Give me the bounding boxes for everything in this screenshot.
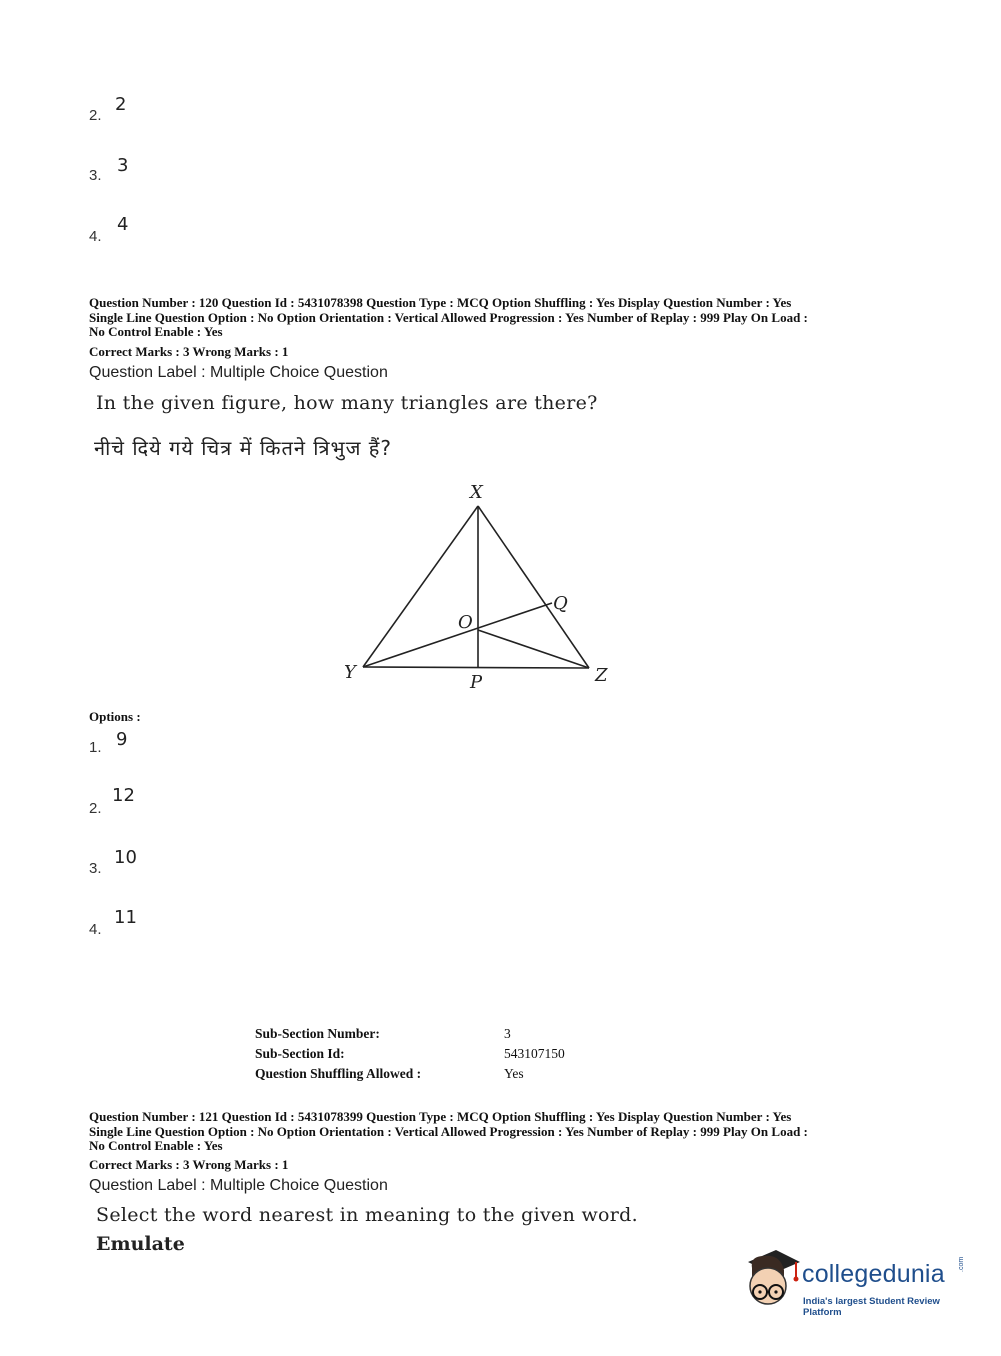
question-shuffling-label: Question Shuffling Allowed : (255, 1066, 422, 1081)
subsection-id-value: 543107150 (504, 1046, 565, 1061)
option-number: 4. (89, 921, 102, 938)
segment-oz (478, 630, 589, 668)
option-value: 3 (117, 155, 129, 176)
q120-marks: Correct Marks : 3 Wrong Marks : 1 (89, 344, 289, 359)
point-label-p: P (470, 672, 483, 693)
q121-marks: Correct Marks : 3 Wrong Marks : 1 (89, 1157, 289, 1172)
subsection-number-label: Sub-Section Number: (255, 1026, 380, 1041)
subsection-number-value: 3 (504, 1026, 511, 1041)
meta-line: Single Line Question Option : No Option Orientation : Vertical Allowed Progression : Yes Number of Replay : 999 Play On Load : (89, 309, 808, 325)
q121-question-label: Question Label : Multiple Choice Question (89, 1177, 388, 1194)
brand-name: collegedunia (802, 1260, 945, 1288)
side-xz (478, 506, 589, 668)
option-number: 4. (89, 228, 102, 245)
meta-line: No Control Enable : Yes (89, 1138, 223, 1153)
question-shuffling-value: Yes (504, 1066, 524, 1081)
meta-line: No Control Enable : Yes (89, 324, 223, 339)
q121-metadata (89, 1110, 919, 1154)
point-label-o: O (458, 612, 473, 633)
mascot-icon (740, 1248, 802, 1310)
option-number: 1. (89, 739, 102, 756)
meta-line: Question Number : 120 Question Id : 5431078398 Question Type : MCQ Option Shuffling : Yes Display Question Number : Yes (89, 295, 792, 310)
q121-question-text: Select the word nearest in meaning to the given word. (96, 1204, 638, 1226)
subsection-id-label: Sub-Section Id: (255, 1046, 345, 1061)
meta-line: Question Number : 121 Question Id : 5431078399 Question Type : MCQ Option Shuffling : Yes Display Question Number : Yes (89, 1109, 792, 1124)
side-yz (363, 667, 589, 668)
q121-given-word: Emulate (96, 1233, 185, 1255)
side-xy (363, 506, 478, 667)
point-label-q: Q (553, 593, 568, 614)
triangle-figure (330, 478, 630, 693)
option-value: 12 (112, 785, 135, 806)
vertex-label-z: Z (595, 665, 608, 686)
q120-question-text: In the given figure, how many triangles are there? (96, 392, 598, 414)
option-value: 4 (117, 214, 129, 235)
option-number: 3. (89, 167, 102, 184)
q120-question-text-hindi: नीचे दिये गये चित्र में कितने त्रिभुज हैं? (94, 436, 393, 460)
meta-line: Single Line Question Option : No Option Orientation : Vertical Allowed Progression : Yes Number of Replay : 999 Play On Load : (89, 1123, 808, 1139)
q120-question-label: Question Label : Multiple Choice Question (89, 364, 388, 381)
option-value: 9 (116, 729, 128, 750)
brand-tagline: India's largest Student Review Platform (803, 1296, 940, 1318)
collegedunia-watermark (740, 1248, 980, 1318)
option-value: 2 (115, 94, 127, 115)
option-number: 2. (89, 800, 102, 817)
vertex-label-x: X (470, 482, 483, 503)
options-heading: Options : (89, 709, 141, 724)
option-number: 3. (89, 860, 102, 877)
vertex-label-y: Y (344, 662, 356, 683)
q120-metadata (89, 296, 919, 340)
brand-suffix: .com (958, 1256, 965, 1272)
option-number: 2. (89, 107, 102, 124)
option-value: 11 (114, 907, 137, 928)
option-value: 10 (114, 847, 137, 868)
